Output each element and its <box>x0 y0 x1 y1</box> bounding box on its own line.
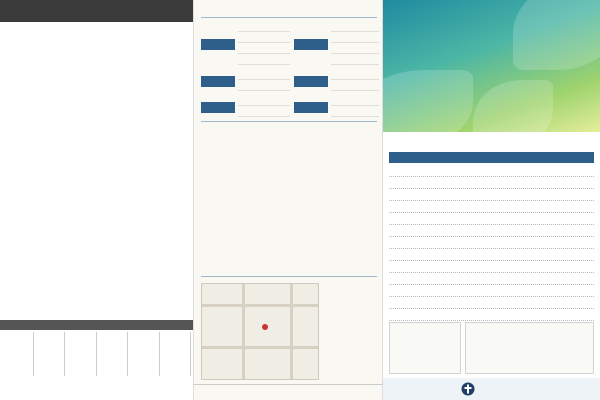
worship-time <box>238 70 290 80</box>
news-item <box>4 70 190 78</box>
leaf-shape <box>513 0 600 70</box>
news-item <box>4 26 190 34</box>
order-row <box>389 225 594 237</box>
news-item <box>4 202 190 210</box>
person-entry <box>324 328 380 335</box>
leaf-shape <box>383 70 473 132</box>
worship-time <box>331 107 379 117</box>
service-tab-second <box>492 152 594 163</box>
staff-entry <box>201 228 259 234</box>
church-footer <box>383 378 600 400</box>
offering-entry <box>128 348 159 355</box>
staff-entry <box>262 249 320 255</box>
person-entry <box>324 373 380 380</box>
service-tabs <box>389 152 594 163</box>
offering-entry <box>160 348 191 355</box>
staff-entry <box>201 207 259 213</box>
map-road <box>202 346 319 349</box>
worship-time <box>331 33 379 43</box>
news-item <box>4 268 190 276</box>
order-row <box>389 309 594 321</box>
info-panel <box>193 0 383 400</box>
staff-entry <box>322 158 380 164</box>
staff-entry <box>262 228 320 234</box>
staff-entry <box>322 172 380 178</box>
worship-category <box>201 102 235 113</box>
map-road <box>290 284 293 380</box>
news-item <box>4 136 190 144</box>
map-road <box>242 284 245 380</box>
offering-entry <box>128 332 159 339</box>
offering-table <box>2 332 191 376</box>
news-item <box>4 224 190 232</box>
offering-entry <box>65 356 96 363</box>
staff-entry <box>262 137 320 143</box>
order-row <box>389 285 594 297</box>
staff-entry <box>262 186 320 192</box>
staff-entry <box>262 235 320 241</box>
offering-column <box>160 332 192 376</box>
staff-entry <box>262 221 320 227</box>
staff-entry <box>201 158 259 164</box>
news-item <box>4 169 190 177</box>
staff-entry <box>262 172 320 178</box>
worship-time <box>331 81 379 91</box>
worship-category <box>294 76 328 87</box>
offering-entry <box>128 364 159 371</box>
news-item <box>4 180 190 188</box>
people-list <box>324 283 380 382</box>
staff-entry <box>262 158 320 164</box>
order-row <box>389 249 594 261</box>
order-row <box>389 273 594 285</box>
offering-entry <box>34 332 65 339</box>
order-row <box>389 165 594 177</box>
worship-time <box>238 44 290 54</box>
staff-entry <box>201 165 259 171</box>
news-item <box>4 48 190 56</box>
staff-entry <box>322 207 380 213</box>
offering-entry <box>128 340 159 347</box>
worship-time <box>238 107 290 117</box>
worship-time <box>238 81 290 91</box>
staff-entry <box>201 172 259 178</box>
leaf-shape <box>473 80 553 132</box>
worship-time <box>238 22 290 32</box>
staff-entry <box>201 249 259 255</box>
news-item <box>4 158 190 166</box>
news-item <box>4 147 190 155</box>
offering-column <box>65 332 97 376</box>
worship-category <box>294 39 328 50</box>
news-item <box>4 257 190 265</box>
staff-entry <box>262 179 320 185</box>
staff-entry <box>201 193 259 199</box>
news-item <box>4 246 190 254</box>
staff-entry <box>262 151 320 157</box>
offering-entry <box>65 364 96 371</box>
staff-entry <box>322 144 380 150</box>
offering-header <box>0 320 193 330</box>
offering-entry <box>34 340 65 347</box>
staff-entry <box>262 207 320 213</box>
person-entry <box>324 337 380 344</box>
staff-entry <box>201 137 259 143</box>
news-item <box>4 92 190 100</box>
staff-entry <box>262 165 320 171</box>
worship-time <box>331 55 379 65</box>
news-item <box>4 103 190 111</box>
offering-entry <box>160 356 191 363</box>
news-item <box>4 213 190 221</box>
church-logo-icon <box>461 382 475 396</box>
staff-entry <box>201 144 259 150</box>
offering-entry <box>2 348 33 355</box>
staff-entry <box>262 214 320 220</box>
news-item <box>4 191 190 199</box>
map-road <box>202 304 319 307</box>
staff-entry <box>201 235 259 241</box>
order-row <box>389 261 594 273</box>
staff-entry <box>262 242 320 248</box>
staff-heading <box>201 128 259 134</box>
order-row <box>389 201 594 213</box>
staff-entry <box>262 144 320 150</box>
person-entry <box>324 283 380 290</box>
news-list <box>4 26 190 290</box>
cover-artwork <box>383 0 600 132</box>
staff-entry <box>322 165 380 171</box>
news-panel <box>0 0 193 400</box>
offering-entry <box>2 332 33 339</box>
staff-entry <box>201 221 259 227</box>
person-entry <box>324 346 380 353</box>
contact-bar <box>194 384 384 398</box>
news-item <box>4 59 190 67</box>
worship-time <box>331 44 379 54</box>
offering-entry <box>65 340 96 347</box>
staff-entry <box>201 256 259 262</box>
staff-entry <box>201 151 259 157</box>
offering-entry <box>97 364 128 371</box>
order-row <box>389 213 594 225</box>
staff-entry <box>322 193 380 199</box>
offering-entry <box>160 332 191 339</box>
worship-time <box>238 33 290 43</box>
staff-entry <box>322 214 380 220</box>
location-pin-icon <box>262 324 268 330</box>
cover-panel <box>383 0 600 400</box>
offering-entry <box>2 340 33 347</box>
worship-time <box>238 96 290 106</box>
service-header <box>389 138 594 150</box>
church-location-map <box>201 283 319 380</box>
offering-entry <box>128 356 159 363</box>
staff-entry <box>322 221 380 227</box>
offering-column <box>2 332 34 376</box>
offering-entry <box>97 356 128 363</box>
worship-category <box>201 76 235 87</box>
order-row <box>389 237 594 249</box>
staff-entry <box>322 137 380 143</box>
person-entry <box>324 292 380 299</box>
offering-entry <box>65 348 96 355</box>
person-entry <box>324 319 380 326</box>
news-item <box>4 114 190 122</box>
staff-entry <box>201 214 259 220</box>
news-item <box>4 279 190 287</box>
news-item <box>4 125 190 133</box>
worship-time <box>331 96 379 106</box>
person-entry <box>324 310 380 317</box>
staff-entry <box>201 200 259 206</box>
news-item <box>4 37 190 45</box>
staff-entry <box>322 256 380 262</box>
offering-entry <box>2 364 33 371</box>
schedule-box <box>465 322 594 374</box>
offering-entry <box>97 332 128 339</box>
service-tab-first <box>389 152 491 163</box>
worship-time <box>238 55 290 65</box>
order-row <box>389 177 594 189</box>
offering-title <box>0 321 4 328</box>
offering-column <box>128 332 160 376</box>
staff-entry <box>322 228 380 234</box>
offering-entry <box>160 364 191 371</box>
news-header-bar <box>0 0 193 22</box>
offering-entry <box>160 340 191 347</box>
staff-entry <box>322 242 380 248</box>
staff-entry <box>322 151 380 157</box>
staff-entry <box>322 186 380 192</box>
offering-column <box>34 332 66 376</box>
worship-time <box>331 22 379 32</box>
offering-entry <box>34 356 65 363</box>
offering-entry <box>2 356 33 363</box>
news-item <box>4 235 190 243</box>
offering-entry <box>65 332 96 339</box>
other-services <box>389 322 594 374</box>
staff-entry <box>201 179 259 185</box>
person-entry <box>324 364 380 371</box>
offering-entry <box>34 348 65 355</box>
order-row <box>389 297 594 309</box>
person-entry <box>324 355 380 362</box>
person-entry <box>324 301 380 308</box>
worship-category <box>201 39 235 50</box>
staff-entry <box>322 235 380 241</box>
staff-entry <box>322 179 380 185</box>
offering-entry <box>34 364 65 371</box>
worship-time <box>331 70 379 80</box>
staff-entry <box>322 200 380 206</box>
order-row <box>389 189 594 201</box>
offering-column <box>97 332 129 376</box>
staff-heading <box>322 128 380 134</box>
schedule-box <box>389 322 461 374</box>
staff-entry <box>322 249 380 255</box>
staff-entry <box>262 200 320 206</box>
staff-heading <box>262 128 320 134</box>
staff-entry <box>262 193 320 199</box>
offering-entry <box>97 340 128 347</box>
news-item <box>4 81 190 89</box>
staff-entry <box>262 256 320 262</box>
staff-entry <box>201 186 259 192</box>
staff-entry <box>201 242 259 248</box>
worship-category <box>294 102 328 113</box>
offering-entry <box>97 348 128 355</box>
